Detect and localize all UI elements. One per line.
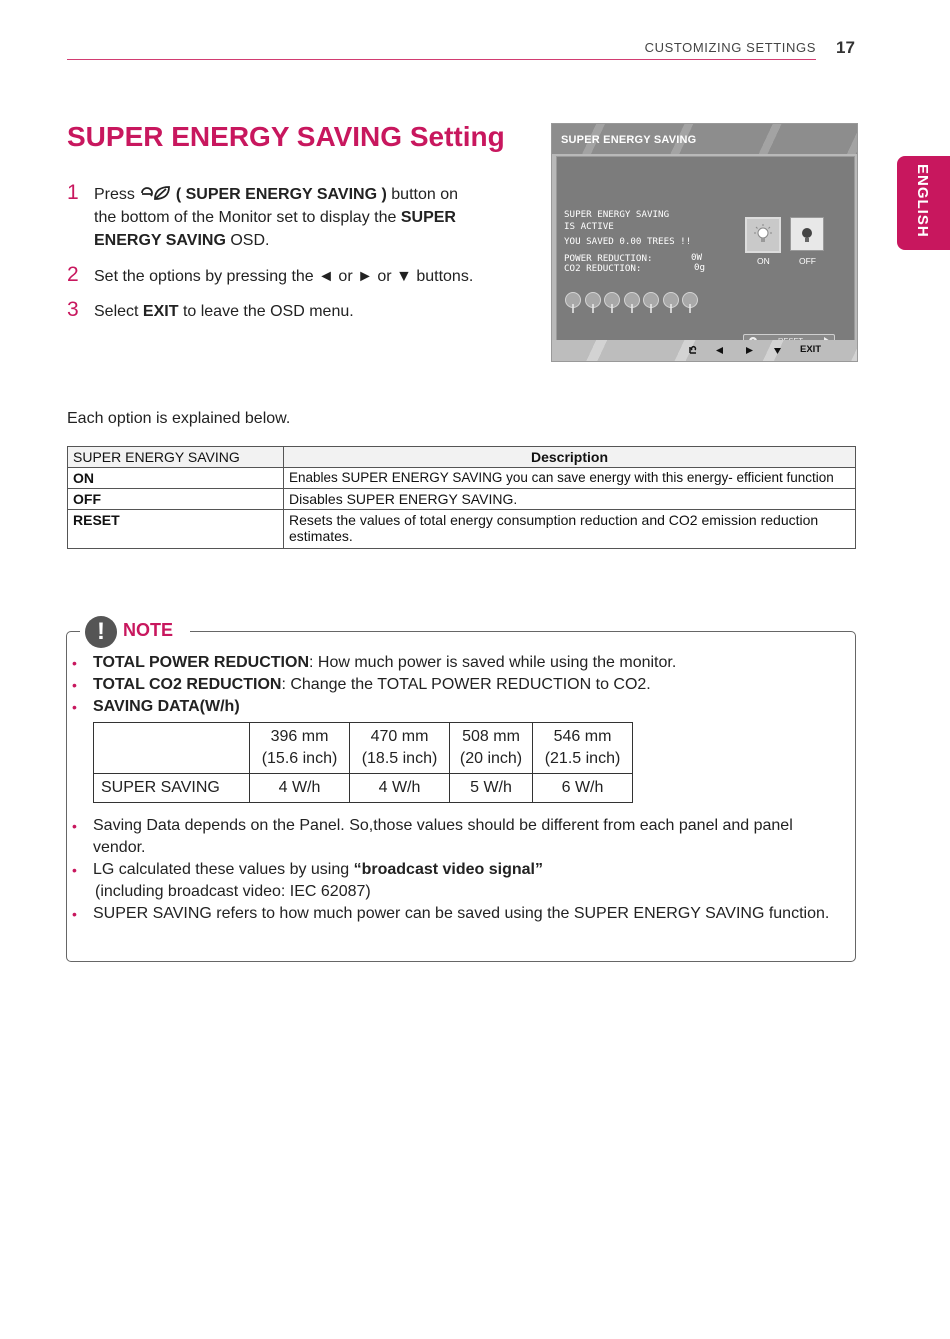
note-bullet-6 (72, 903, 852, 947)
page-number: 17 (836, 38, 855, 57)
bullet-icon: • (72, 655, 77, 671)
size-inch: (15.6 inch) (261, 750, 338, 767)
step-2-text: Set the options by pressing the ◄ or ► or ▼ buttons. (94, 268, 474, 285)
step-1-post: OSD. (230, 232, 270, 249)
size-mm: 546 mm (553, 728, 612, 745)
size-inch: (21.5 inch) (544, 750, 621, 767)
size-inch: (20 inch) (459, 750, 523, 767)
osd-power-value: 0W (691, 252, 703, 263)
osd-exit-label[interactable]: EXIT (800, 344, 822, 355)
osd-footer (552, 340, 857, 361)
tree-icon (624, 292, 640, 314)
osd-title: SUPER ENERGY SAVING (561, 134, 697, 146)
step-3-post: to leave the OSD menu. (182, 303, 354, 320)
note-b1-text: : How much power is saved while using the monitor. (309, 654, 677, 671)
saving-row-label: SUPER SAVING (94, 774, 250, 803)
osd-on-button[interactable] (745, 217, 781, 253)
note-b2-bold: TOTAL CO2 REDUCTION (93, 676, 282, 693)
tree-icon (585, 292, 601, 314)
step-1-number: 1 (67, 181, 79, 204)
step-3 (67, 300, 507, 324)
osd-co2-label: CO2 REDUCTION: (564, 263, 642, 274)
osd-header (552, 124, 857, 154)
step-1 (67, 183, 487, 253)
bullet-icon: • (72, 677, 77, 693)
osd-trees-saved: YOU SAVED 0.00 TREES !! (564, 236, 692, 247)
size-inch: (18.5 inch) (361, 750, 438, 767)
table-row (68, 510, 856, 549)
bulb-off-icon (791, 218, 823, 250)
tree-icon (604, 292, 620, 314)
bullet-icon: • (72, 818, 77, 834)
size-mm: 470 mm (370, 728, 429, 745)
step-3-exit: EXIT (142, 303, 179, 320)
osd-status-line1: SUPER ENERGY SAVING (564, 209, 670, 220)
saving-header-row (94, 723, 633, 774)
options-table-header (68, 447, 856, 468)
exclamation-icon: ! (85, 616, 117, 648)
note-b5-line2: (including broadcast video: IEC 62087) (95, 883, 371, 900)
note-bullet-2 (72, 674, 852, 696)
saving-value: 6 W/h (533, 774, 633, 803)
note-bullet-3 (72, 696, 852, 718)
header-rule (67, 59, 816, 60)
note-b6-text: SUPER SAVING refers to how much power can be saved using the SUPER ENERGY SAVING function. (93, 905, 830, 922)
size-mm: 396 mm (270, 728, 329, 745)
language-tab-label: ENGLISH (914, 164, 931, 238)
step-1-osd-name: SUPER ENERGY SAVING (94, 209, 456, 249)
note-b5-bold: “broadcast video signal” (353, 861, 543, 878)
step-1-button-name: ( SUPER ENERGY SAVING ) (175, 186, 387, 203)
options-col-name: SUPER ENERGY SAVING (68, 447, 284, 468)
bullet-icon: • (72, 862, 77, 878)
note-bullet-5 (72, 859, 852, 903)
section-header: CUSTOMIZING SETTINGS (644, 40, 816, 55)
option-description: Enables SUPER ENERGY SAVING you can save energy with this energy- efficient function (284, 468, 856, 489)
osd-power-label: POWER REDUCTION: (564, 253, 653, 264)
eco-leaf-icon (139, 185, 171, 201)
bullet-icon: • (72, 906, 77, 922)
options-table (67, 446, 856, 549)
note-b4-text: Saving Data depends on the Panel. So,those values should be different from each panel and panel vendor. (93, 817, 793, 856)
step-1-pre: Press (94, 186, 135, 203)
saving-data-table (93, 722, 633, 803)
saving-size-cell (350, 723, 450, 774)
step-3-text (94, 300, 484, 323)
note-b2-text: : Change the TOTAL POWER REDUCTION to CO2. (281, 676, 651, 693)
page-title: SUPER ENERGY SAVING Setting (67, 121, 505, 152)
right-arrow-icon[interactable] (746, 347, 753, 354)
option-description: Disables SUPER ENERGY SAVING. (284, 489, 856, 510)
size-mm: 508 mm (462, 728, 520, 745)
tree-icon (663, 292, 679, 314)
note-b3-bold: SAVING DATA(W/h) (93, 698, 240, 715)
note-b5-pre: LG calculated these values by using (93, 861, 354, 878)
step-2 (67, 265, 507, 289)
osd-off-label: OFF (799, 256, 816, 266)
tree-icon (682, 292, 698, 314)
saving-size-cell (450, 723, 533, 774)
left-arrow-icon[interactable] (716, 347, 723, 354)
note-title: NOTE (123, 620, 174, 640)
note-bullet-4 (72, 815, 852, 859)
option-name: RESET (68, 510, 284, 549)
saving-size-cell (250, 723, 350, 774)
tree-icon (565, 292, 581, 314)
eco-key-icon[interactable] (688, 345, 698, 355)
step-3-number: 3 (67, 298, 79, 321)
osd-on-label: ON (757, 256, 770, 266)
osd-screenshot (551, 123, 858, 362)
saving-value: 4 W/h (250, 774, 350, 803)
bullet-icon: • (72, 699, 77, 715)
table-row (68, 489, 856, 510)
step-2-number: 2 (67, 263, 79, 286)
language-tab (897, 156, 950, 250)
options-col-description: Description (284, 447, 856, 468)
osd-panel (556, 156, 855, 342)
note-bullet-1 (72, 652, 852, 674)
bulb-on-icon (747, 219, 779, 251)
note-b1-bold: TOTAL POWER REDUCTION (93, 654, 309, 671)
tree-icon (643, 292, 659, 314)
option-description: Resets the values of total energy consumption reduction and CO2 emission reduction estimates. (284, 510, 856, 549)
saving-value-row (94, 774, 633, 803)
osd-status-line2: IS ACTIVE (564, 221, 614, 232)
step-3-pre: Select (94, 303, 139, 320)
option-name: ON (68, 468, 284, 489)
step-1-text (94, 183, 484, 252)
table-row (68, 468, 856, 489)
down-arrow-icon[interactable] (774, 348, 781, 354)
saving-value: 4 W/h (350, 774, 450, 803)
osd-co2-value: 0g (694, 262, 706, 273)
explanation-text: Each option is explained below. (67, 410, 291, 427)
saving-value: 5 W/h (450, 774, 533, 803)
step-1-mid: button on the bottom of the Monitor set to display the (94, 186, 458, 226)
saving-size-cell (533, 723, 633, 774)
option-name: OFF (68, 489, 284, 510)
saving-corner-cell (94, 723, 250, 774)
osd-off-button[interactable] (790, 217, 824, 251)
note-header (80, 614, 190, 650)
